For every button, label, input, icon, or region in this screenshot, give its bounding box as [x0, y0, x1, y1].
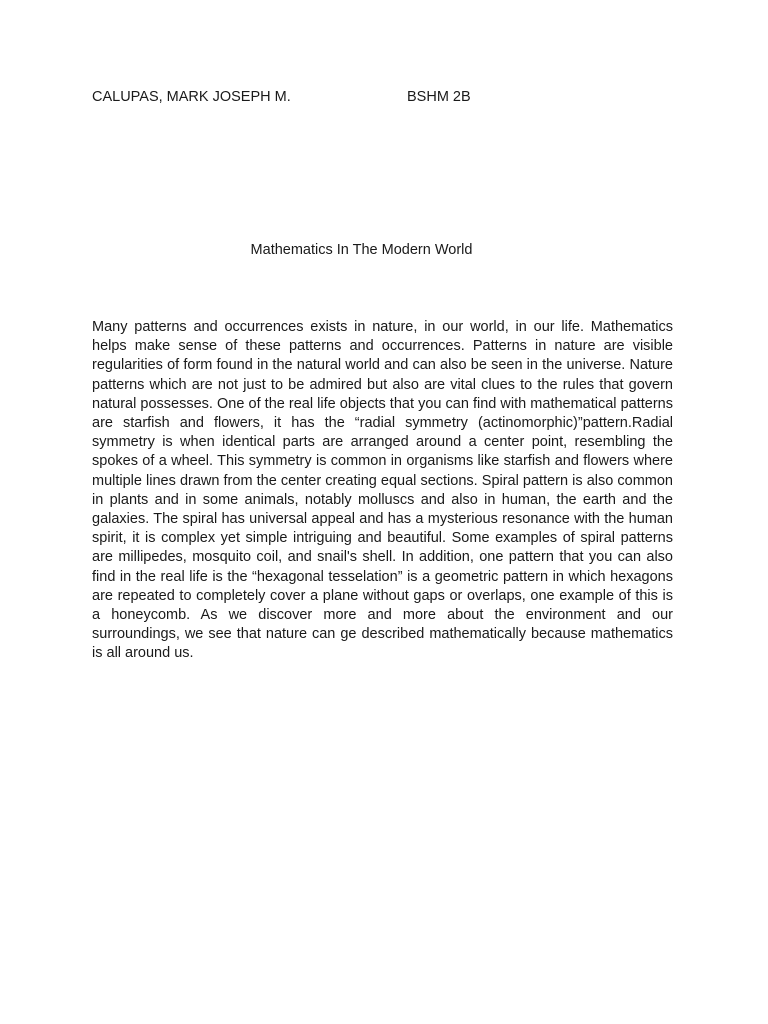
document-title-wrapper [0, 241, 723, 259]
author-name: CALUPAS, MARK JOSEPH M. [92, 89, 291, 105]
document-title: Mathematics In The Modern World [250, 242, 473, 258]
document-body-paragraph: Many patterns and occurrences exists in nature, in our world, in our life. Mathematics helps make sense of these patterns and occurrences. Patterns in nature are visible regularities of form found in the natural world and can also be seen in the universe. Nature patterns which are not just to be admired but also are vital clues to the rules that govern natural possesses. One of the real life objects that you can find with mathematical patterns are starfish and flowers, it has the “radial symmetry (actinomorphic)”pattern.Radial symmetry is when identical parts are arranged around a center point, resembling the spokes of a wheel. This symmetry is common in organisms like starfish and flowers where multiple lines drawn from the center creating equal sections. Spiral pattern is also common in plants and in some animals, notably molluscs and also in human, the earth and the galaxies. The spiral has universal appeal and has a mysterious resonance with the human spirit, it is complex yet simple intriguing and beautiful. Some examples of spiral patterns are millipedes, mosquito coil, and snail's shell. In addition, one pattern that you can also find in the real life is the “hexagonal tesselation” is a geometric pattern in which hexagons are repeated to completely cover a plane without gaps or overlaps, one example of this is a honeycomb. As we discover more and more about the environment and our surroundings, we see that nature can ge described mathematically because mathematics is all around us. [92, 319, 673, 662]
course-section: BSHM 2B [407, 89, 471, 105]
